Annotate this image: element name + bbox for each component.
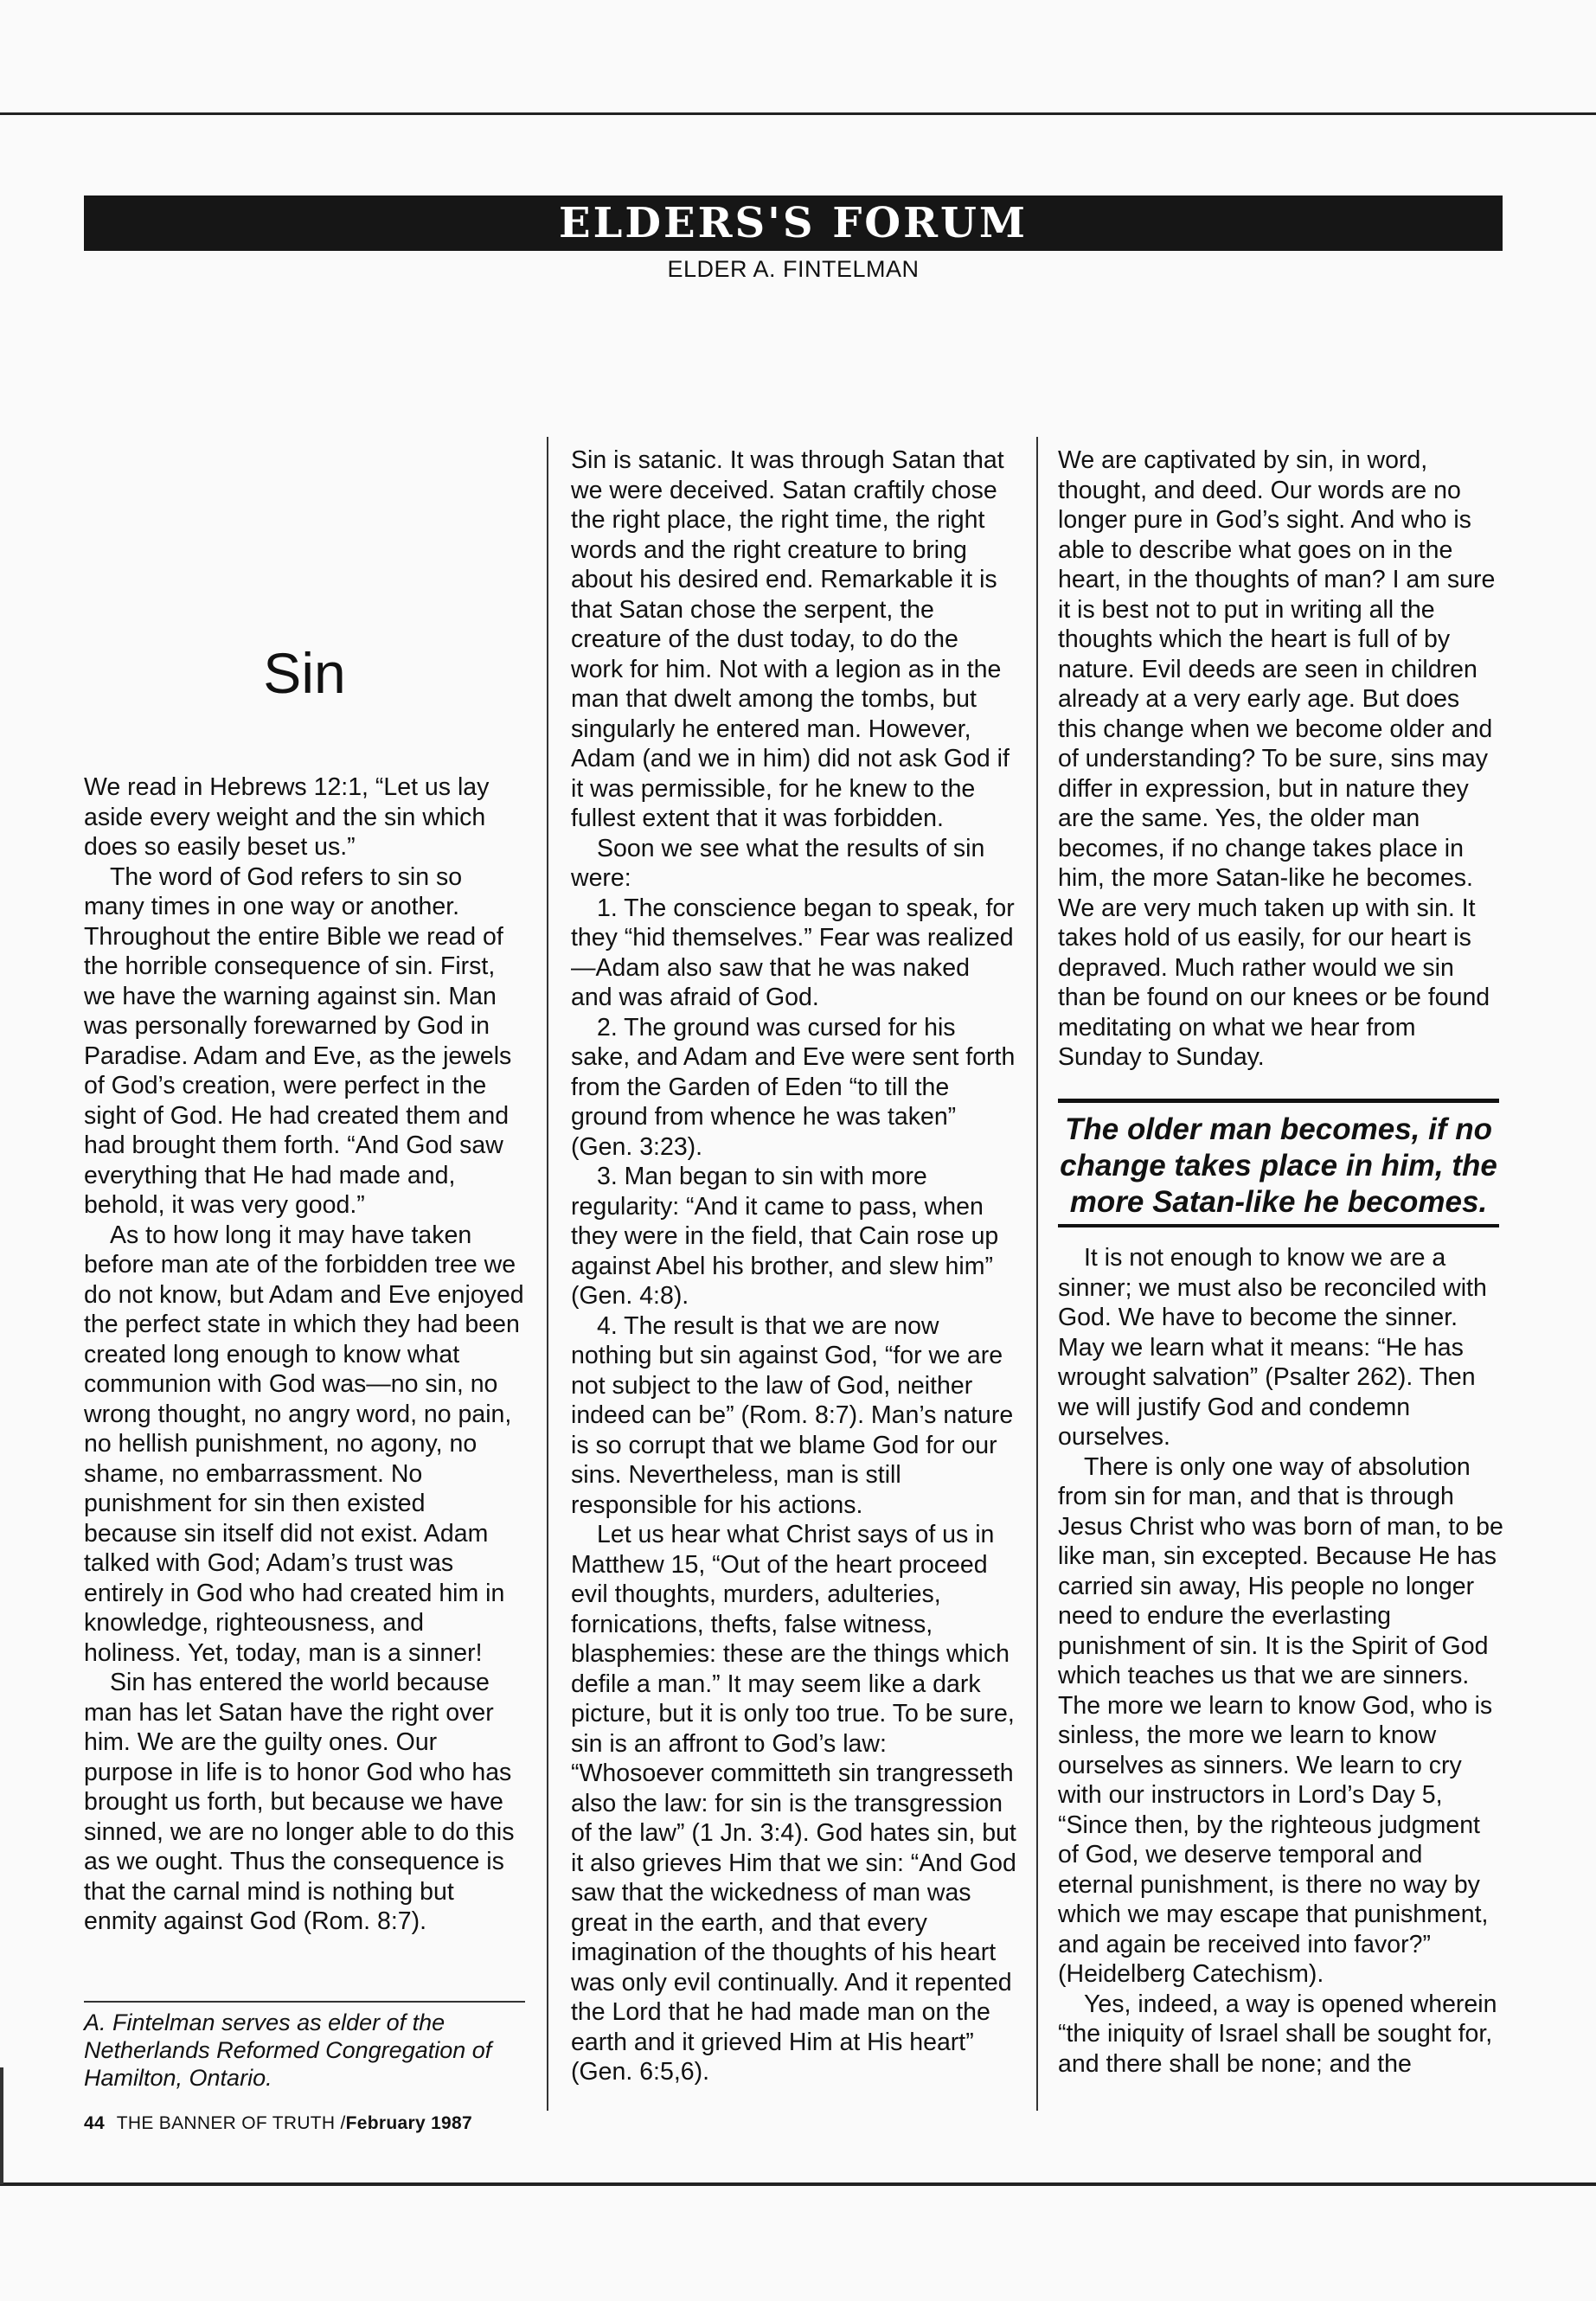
paragraph: It is not enough to know we are a sinner; we must also be reconciled with God. We have to become the sinner. May we learn what it means: “He has wrought salvation” (Psalter 262). Then we will justify God and condemn ourselves.	[1058, 1244, 1487, 1451]
pull-quote: The older man becomes, if no change takes place in him, the more Satan-like he becomes.	[1060, 1112, 1497, 1219]
paragraph: We are captivated by sin, in word, thought, and deed. Our words are no longer pure in God’s sight. And who is able to describe what goes on in the heart, in the thoughts of man? I am sure it is best not to put in writing all the thoughts which the heart is full of by nature. Evil deeds are seen in children already at a very early age. But does this change when we become older and of understanding? To be sure, sins may differ in expression, but in nature they are the same. Yes, the older man becomes, if no change takes place in him, the more Satan-like he becomes. We are very much taken up with sin. It takes hold of us easily, for our heart is depraved. Much rather would we sin than be found on our knees or be found meditating on what we hear from Sunday to Sunday.	[1058, 446, 1496, 1071]
section-banner: ELDERS'S FORUM	[84, 195, 1503, 251]
paragraph: The word of God refers to sin so many times in one way or another. Throughout the entire Bible we read of the horrible consequence of sin. First, we have the warning against sin. Man was personally forewarned by God in Paradise. Adam and Eve, as the jewels of God’s creation, were perfect in the sight of God. He had created them and had brought them forth. “And God saw everything that He had made and, behold, it was very good.”	[84, 862, 512, 1219]
paragraph: 3. Man began to sin with more regularity: “And it came to pass, when they were in the field, that Cain rose up against Abel his brother, and slew him” (Gen. 4:8).	[571, 1163, 999, 1310]
column-1	[84, 772, 525, 1937]
author-note: A. Fintelman serves as elder of the Netherlands Reformed Congregation of Hamilton, Ontario.	[84, 2009, 492, 2091]
paragraph: We read in Hebrews 12:1, “Let us lay aside every weight and the sin which does so easily beset us.”	[84, 773, 490, 861]
author-byline: ELDER A. FINTELMAN	[667, 256, 920, 282]
pullquote-bottom-rule	[1058, 1224, 1499, 1227]
column-divider	[1036, 437, 1038, 2111]
bottom-rule	[0, 2182, 1596, 2186]
paragraph: Sin is satanic. It was through Satan that we were deceived. Satan craftily chose the right place, the right time, the right words and the right creature to bring about his desired end. Remarkable it is that Satan chose the serpent, the creature of the dust today, to do the work for him. Not with a legion as in the man that dwelt among the tombs, but singularly he entered man. However, Adam (and we in him) did not ask God if it was permissible, for he knew to the fullest extent that it was forbidden.	[571, 446, 1010, 832]
paragraph: Yes, indeed, a way is opened wherein “the iniquity of Israel shall be sought for, and there shall be none; and the	[1058, 1990, 1497, 2078]
paragraph: 1. The conscience began to speak, for they “hid themselves.” Fear was realized—Adam also saw that he was naked and was afraid of God.	[571, 894, 1015, 1011]
column-2	[571, 445, 1016, 2087]
issue-date: February 1987	[345, 2113, 472, 2133]
paragraph: Soon we see what the results of sin were:	[571, 834, 985, 892]
paragraph: There is only one way of absolution from sin for man, and that is through Jesus Christ who was born of man, to be like man, sin excepted. Because He has carried sin away, His people no longer need to endure the everlasting punishment of sin. It is the Spirit of God which teaches us that we are sinners. The more we learn to know God, who is sinless, the more we learn to know ourselves as sinners. We learn to cry with our instructors in Lord’s Day 5, “Since then, by the righteous judgment of God, we deserve temporal and eternal punishment, is there no way by which we may escape that punishment, and again be received into favor?” (Heidelberg Catechism).	[1058, 1452, 1503, 1988]
page-number: 44	[84, 2113, 105, 2133]
paragraph: Sin has entered the world because man has let Satan have the right over him. We are the guilty ones. Our purpose in life is to honor God who has brought us forth, but because we have sinned, we are no longer able to do this as we ought. Thus the consequence is that the carnal mind is nothing but enmity against God (Rom. 8:7).	[84, 1669, 515, 1935]
article-title: Sin	[263, 641, 346, 705]
paragraph: 4. The result is that we are now nothing but sin against God, “for we are not subject to the law of God, neither indeed can be” (Rom. 8:7). Man’s nature is so corrupt that we blame God for our sins. Nevertheless, man is still responsible for his actions.	[571, 1311, 1014, 1519]
paragraph: Let us hear what Christ says of us in Matthew 15, “Out of the heart proceed evil thoughts, murders, adulteries, fornications, thefts, false witness, blasphemies: these are the things which defile a man.” It may seem like a dark picture, but it is only too true. To be sure, sin is an affront to God’s law: “Whosoever committeth sin trangresseth also the law: for sin is the transgression of the law” (1 Jn. 3:4). God hates sin, but it also grieves Him that we sin: “And God saw that the wickedness of man was great in the earth, and that every imagination of the thoughts of his heart was only evil continually. And it repented the Lord that he had made man on the earth and it grieved Him at His heart” (Gen. 6:5,6).	[571, 1521, 1016, 2086]
page-edge-mark	[0, 2067, 3, 2184]
paragraph: As to how long it may have taken before man ate of the forbidden tree we do not know, but Adam and Eve enjoyed the perfect state in which they had been created long enough to know what communion with God was—no sin, no wrong thought, no angry word, no pain, no hellish punishment, no agony, no shame, no embarrassment. No punishment for sin then existed because sin itself did not exist. Adam talked with God; Adam’s trust was entirely in God who had created him in knowledge, righteousness, and holiness. Yet, today, man is a sinner!	[84, 1221, 524, 1667]
publication-name: THE BANNER OF TRUTH /	[116, 2113, 346, 2133]
paragraph: 2. The ground was cursed for his sake, and Adam and Eve were sent forth from the Garden of Eden “to till the ground from whence he was taken” (Gen. 3:23).	[571, 1013, 1016, 1161]
column-divider	[547, 437, 548, 2111]
column-3-continued	[1058, 1243, 1503, 2079]
pullquote-top-rule	[1058, 1099, 1499, 1103]
column-3	[1058, 445, 1503, 1073]
top-rule	[0, 112, 1596, 115]
note-divider	[84, 2001, 525, 2003]
page-footer	[84, 2113, 472, 2134]
